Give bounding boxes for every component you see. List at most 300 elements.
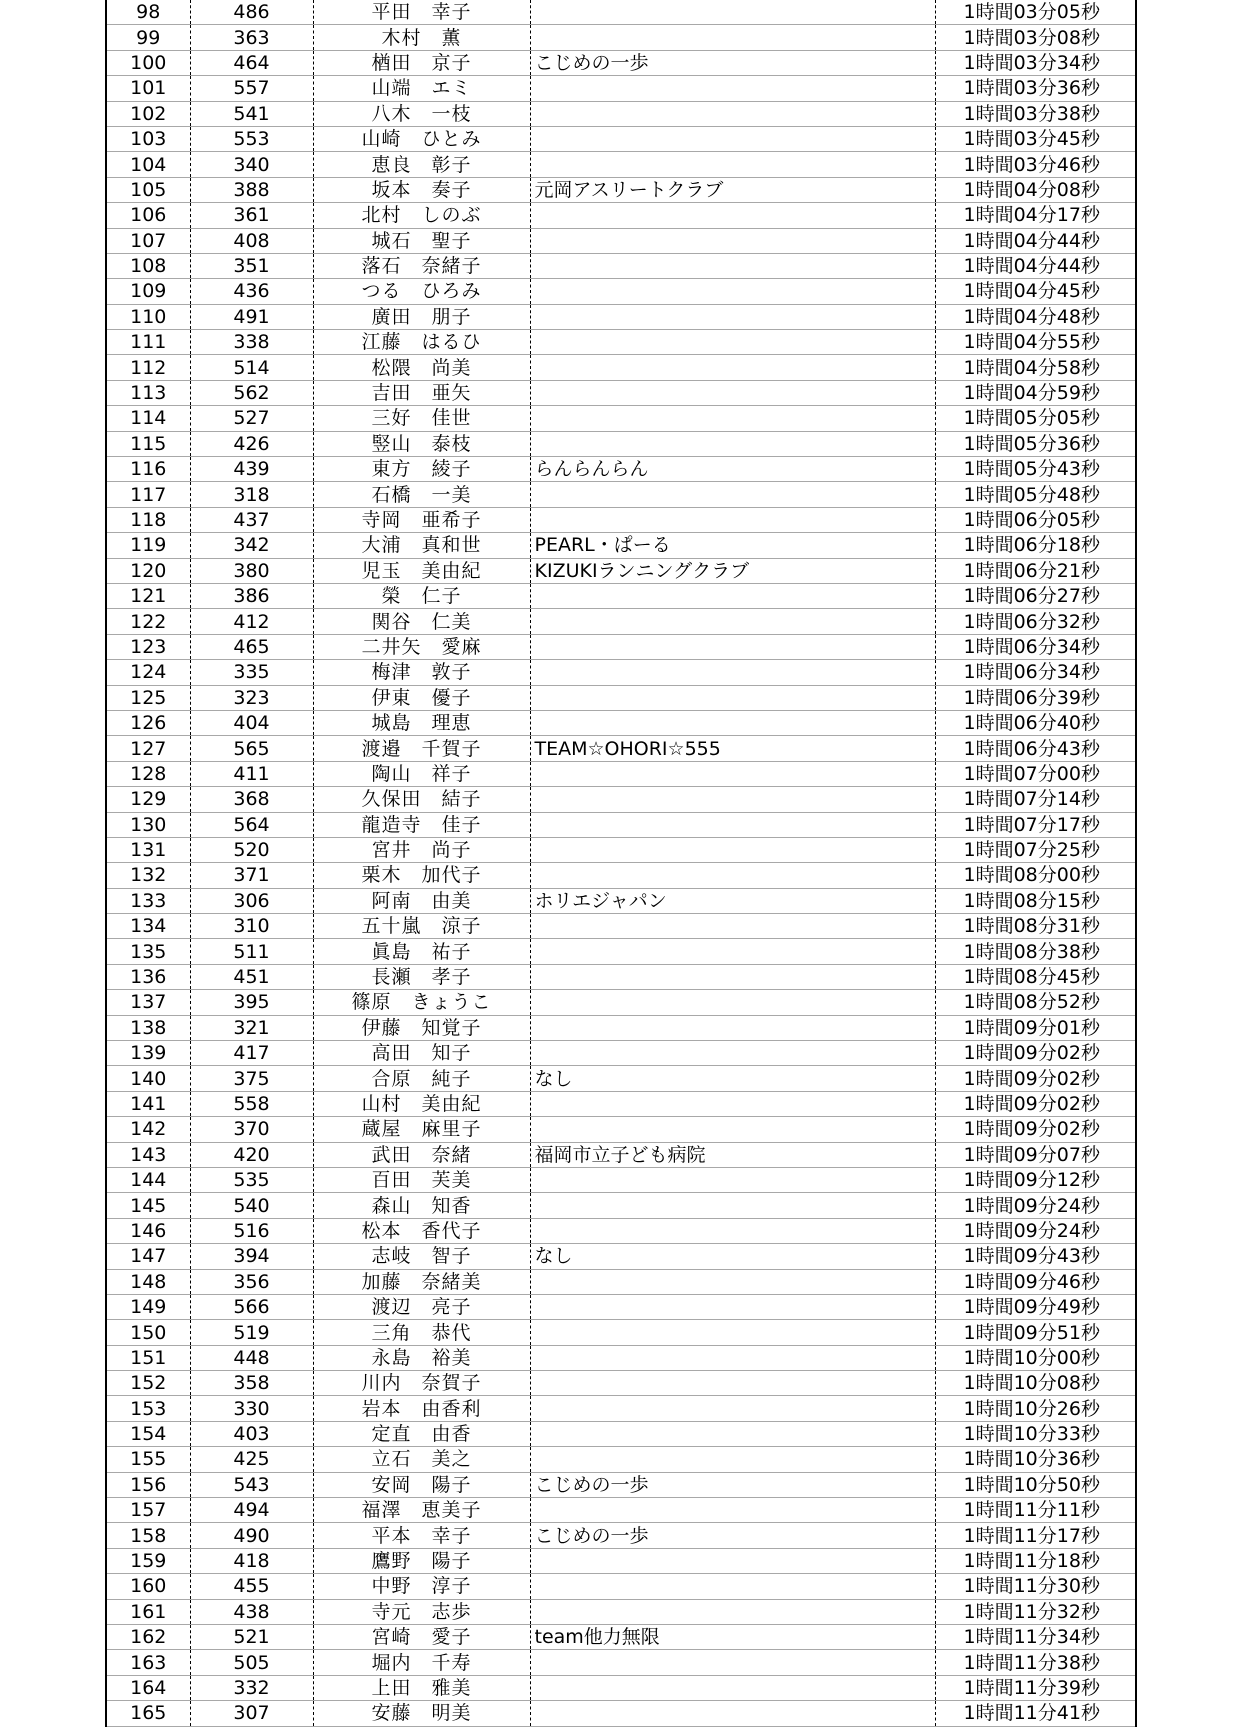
runner-name-cell: 榮 仁子	[313, 583, 530, 608]
finish-time-cell: 1時間09分51秒	[935, 1320, 1136, 1345]
rank-cell: 132	[106, 863, 190, 888]
table-row	[106, 1218, 1136, 1243]
finish-time-cell: 1時間05分05秒	[935, 406, 1136, 431]
rank-cell: 162	[106, 1625, 190, 1650]
bib-number-cell: 521	[190, 1625, 313, 1650]
team-name-cell	[530, 1320, 935, 1345]
results-table	[105, 0, 1137, 1727]
table-row	[106, 126, 1136, 151]
bib-number-cell: 465	[190, 634, 313, 659]
runner-name-cell: 立石 美之	[313, 1447, 530, 1472]
rank-cell: 127	[106, 736, 190, 761]
bib-number-cell: 540	[190, 1193, 313, 1218]
runner-name-cell: 寺岡 亜希子	[313, 507, 530, 532]
finish-time-cell: 1時間11分34秒	[935, 1625, 1136, 1650]
finish-time-cell: 1時間04分45秒	[935, 279, 1136, 304]
runner-name-cell: 木村 薫	[313, 25, 530, 50]
bib-number-cell: 340	[190, 152, 313, 177]
runner-name-cell: 鷹野 陽子	[313, 1548, 530, 1573]
rank-cell: 124	[106, 660, 190, 685]
team-name-cell	[530, 964, 935, 989]
table-row	[106, 457, 1136, 482]
finish-time-cell: 1時間11分32秒	[935, 1599, 1136, 1624]
team-name-cell	[530, 482, 935, 507]
table-row	[106, 939, 1136, 964]
bib-number-cell: 412	[190, 609, 313, 634]
table-row	[106, 863, 1136, 888]
table-row	[106, 203, 1136, 228]
finish-time-cell: 1時間08分31秒	[935, 914, 1136, 939]
team-name-cell: こじめの一歩	[530, 1472, 935, 1497]
bib-number-cell: 437	[190, 507, 313, 532]
finish-time-cell: 1時間08分52秒	[935, 990, 1136, 1015]
team-name-cell	[530, 1041, 935, 1066]
finish-time-cell: 1時間04分58秒	[935, 355, 1136, 380]
table-row	[106, 0, 1136, 25]
bib-number-cell: 371	[190, 863, 313, 888]
rank-cell: 100	[106, 50, 190, 75]
team-name-cell	[530, 660, 935, 685]
bib-number-cell: 438	[190, 1599, 313, 1624]
rank-cell: 133	[106, 888, 190, 913]
runner-name-cell: 定直 由香	[313, 1421, 530, 1446]
rank-cell: 101	[106, 76, 190, 101]
table-row	[106, 50, 1136, 75]
rank-cell: 128	[106, 761, 190, 786]
finish-time-cell: 1時間09分02秒	[935, 1041, 1136, 1066]
runner-name-cell: 山端 エミ	[313, 76, 530, 101]
bib-number-cell: 332	[190, 1675, 313, 1700]
team-name-cell: PEARL・ぱーる	[530, 533, 935, 558]
bib-number-cell: 380	[190, 558, 313, 583]
table-row	[106, 76, 1136, 101]
rank-cell: 123	[106, 634, 190, 659]
finish-time-cell: 1時間07分00秒	[935, 761, 1136, 786]
table-row	[106, 1041, 1136, 1066]
team-name-cell	[530, 990, 935, 1015]
table-row	[106, 406, 1136, 431]
rank-cell: 134	[106, 914, 190, 939]
table-row	[106, 177, 1136, 202]
finish-time-cell: 1時間11分30秒	[935, 1574, 1136, 1599]
table-row	[106, 304, 1136, 329]
runner-name-cell: 北村 しのぶ	[313, 203, 530, 228]
rank-cell: 149	[106, 1294, 190, 1319]
finish-time-cell: 1時間03分08秒	[935, 25, 1136, 50]
team-name-cell	[530, 76, 935, 101]
table-row	[106, 964, 1136, 989]
team-name-cell	[530, 1193, 935, 1218]
table-row	[106, 1701, 1136, 1726]
finish-time-cell: 1時間09分01秒	[935, 1015, 1136, 1040]
team-name-cell	[530, 1167, 935, 1192]
finish-time-cell: 1時間09分02秒	[935, 1091, 1136, 1116]
finish-time-cell: 1時間07分25秒	[935, 837, 1136, 862]
team-name-cell	[530, 1015, 935, 1040]
bib-number-cell: 351	[190, 253, 313, 278]
bib-number-cell: 543	[190, 1472, 313, 1497]
bib-number-cell: 527	[190, 406, 313, 431]
team-name-cell	[530, 152, 935, 177]
team-name-cell	[530, 1117, 935, 1142]
runner-name-cell: 堀内 千寿	[313, 1650, 530, 1675]
rank-cell: 160	[106, 1574, 190, 1599]
bib-number-cell: 439	[190, 457, 313, 482]
rank-cell: 137	[106, 990, 190, 1015]
rank-cell: 143	[106, 1142, 190, 1167]
bib-number-cell: 417	[190, 1041, 313, 1066]
rank-cell: 140	[106, 1066, 190, 1091]
team-name-cell: ホリエジャパン	[530, 888, 935, 913]
finish-time-cell: 1時間11分41秒	[935, 1701, 1136, 1726]
bib-number-cell: 426	[190, 431, 313, 456]
table-row	[106, 1066, 1136, 1091]
team-name-cell: team他力無限	[530, 1625, 935, 1650]
runner-name-cell: 中野 淳子	[313, 1574, 530, 1599]
runner-name-cell: 東方 綾子	[313, 457, 530, 482]
team-name-cell	[530, 787, 935, 812]
rank-cell: 106	[106, 203, 190, 228]
finish-time-cell: 1時間08分00秒	[935, 863, 1136, 888]
table-row	[106, 634, 1136, 659]
table-row	[106, 1091, 1136, 1116]
rank-cell: 107	[106, 228, 190, 253]
bib-number-cell: 505	[190, 1650, 313, 1675]
rank-cell: 164	[106, 1675, 190, 1700]
table-row	[106, 710, 1136, 735]
bib-number-cell: 306	[190, 888, 313, 913]
bib-number-cell: 516	[190, 1218, 313, 1243]
bib-number-cell: 494	[190, 1498, 313, 1523]
runner-name-cell: 江藤 はるひ	[313, 330, 530, 355]
team-name-cell	[530, 126, 935, 151]
rank-cell: 118	[106, 507, 190, 532]
runner-name-cell: 八木 一枝	[313, 101, 530, 126]
finish-time-cell: 1時間09分24秒	[935, 1193, 1136, 1218]
finish-time-cell: 1時間05分43秒	[935, 457, 1136, 482]
rank-cell: 116	[106, 457, 190, 482]
finish-time-cell: 1時間09分49秒	[935, 1294, 1136, 1319]
table-row	[106, 1447, 1136, 1472]
runner-name-cell: 二井矢 愛麻	[313, 634, 530, 659]
bib-number-cell: 403	[190, 1421, 313, 1446]
table-row	[106, 736, 1136, 761]
bib-number-cell: 375	[190, 1066, 313, 1091]
finish-time-cell: 1時間03分46秒	[935, 152, 1136, 177]
team-name-cell: らんらんらん	[530, 457, 935, 482]
runner-name-cell: 武田 奈緒	[313, 1142, 530, 1167]
runner-name-cell: 渡辺 亮子	[313, 1294, 530, 1319]
runner-name-cell: つる ひろみ	[313, 279, 530, 304]
team-name-cell	[530, 1447, 935, 1472]
runner-name-cell: 志岐 智子	[313, 1244, 530, 1269]
rank-cell: 110	[106, 304, 190, 329]
bib-number-cell: 557	[190, 76, 313, 101]
finish-time-cell: 1時間06分32秒	[935, 609, 1136, 634]
finish-time-cell: 1時間06分27秒	[935, 583, 1136, 608]
runner-name-cell: 久保田 結子	[313, 787, 530, 812]
runner-name-cell: 竪山 泰枝	[313, 431, 530, 456]
rank-cell: 115	[106, 431, 190, 456]
table-row	[106, 787, 1136, 812]
bib-number-cell: 541	[190, 101, 313, 126]
runner-name-cell: 篠原 きょうこ	[313, 990, 530, 1015]
rank-cell: 159	[106, 1548, 190, 1573]
rank-cell: 139	[106, 1041, 190, 1066]
table-row	[106, 279, 1136, 304]
table-row	[106, 837, 1136, 862]
runner-name-cell: 宮崎 愛子	[313, 1625, 530, 1650]
team-name-cell	[530, 939, 935, 964]
rank-cell: 152	[106, 1371, 190, 1396]
finish-time-cell: 1時間06分34秒	[935, 660, 1136, 685]
rank-cell: 151	[106, 1345, 190, 1370]
bib-number-cell: 535	[190, 1167, 313, 1192]
table-row	[106, 888, 1136, 913]
bib-number-cell: 448	[190, 1345, 313, 1370]
table-row	[106, 1371, 1136, 1396]
team-name-cell	[530, 406, 935, 431]
team-name-cell: なし	[530, 1244, 935, 1269]
table-row	[106, 914, 1136, 939]
runner-name-cell: 寺元 志歩	[313, 1599, 530, 1624]
rank-cell: 147	[106, 1244, 190, 1269]
rank-cell: 155	[106, 1447, 190, 1472]
runner-name-cell: 龍造寺 佳子	[313, 812, 530, 837]
runner-name-cell: 蔵屋 麻里子	[313, 1117, 530, 1142]
team-name-cell	[530, 253, 935, 278]
runner-name-cell: 恵良 彰子	[313, 152, 530, 177]
team-name-cell	[530, 1599, 935, 1624]
bib-number-cell: 358	[190, 1371, 313, 1396]
bib-number-cell: 558	[190, 1091, 313, 1116]
table-row	[106, 812, 1136, 837]
runner-name-cell: 永島 裕美	[313, 1345, 530, 1370]
rank-cell: 145	[106, 1193, 190, 1218]
finish-time-cell: 1時間07分14秒	[935, 787, 1136, 812]
table-row	[106, 1294, 1136, 1319]
bib-number-cell: 370	[190, 1117, 313, 1142]
team-name-cell: こじめの一歩	[530, 50, 935, 75]
rank-cell: 158	[106, 1523, 190, 1548]
finish-time-cell: 1時間06分39秒	[935, 685, 1136, 710]
table-row	[106, 1675, 1136, 1700]
team-name-cell	[530, 25, 935, 50]
finish-time-cell: 1時間09分43秒	[935, 1244, 1136, 1269]
runner-name-cell: 平本 幸子	[313, 1523, 530, 1548]
team-name-cell	[530, 1574, 935, 1599]
bib-number-cell: 338	[190, 330, 313, 355]
rank-cell: 125	[106, 685, 190, 710]
bib-number-cell: 356	[190, 1269, 313, 1294]
team-name-cell: KIZUKIランニングクラブ	[530, 558, 935, 583]
runner-name-cell: 安藤 明美	[313, 1701, 530, 1726]
table-row	[106, 380, 1136, 405]
table-row	[106, 1015, 1136, 1040]
team-name-cell	[530, 863, 935, 888]
finish-time-cell: 1時間04分48秒	[935, 304, 1136, 329]
bib-number-cell: 425	[190, 1447, 313, 1472]
table-row	[106, 1548, 1136, 1573]
team-name-cell	[530, 1650, 935, 1675]
bib-number-cell: 519	[190, 1320, 313, 1345]
rank-cell: 130	[106, 812, 190, 837]
team-name-cell	[530, 203, 935, 228]
runner-name-cell: 五十嵐 涼子	[313, 914, 530, 939]
table-row	[106, 609, 1136, 634]
rank-cell: 161	[106, 1599, 190, 1624]
table-row	[106, 558, 1136, 583]
finish-time-cell: 1時間11分39秒	[935, 1675, 1136, 1700]
team-name-cell	[530, 1421, 935, 1446]
rank-cell: 98	[106, 0, 190, 25]
team-name-cell: 福岡市立子ども病院	[530, 1142, 935, 1167]
runner-name-cell: 三角 恭代	[313, 1320, 530, 1345]
team-name-cell	[530, 279, 935, 304]
runner-name-cell: 眞島 祐子	[313, 939, 530, 964]
bib-number-cell: 404	[190, 710, 313, 735]
runner-name-cell: 大浦 真和世	[313, 533, 530, 558]
bib-number-cell: 486	[190, 0, 313, 25]
team-name-cell	[530, 1269, 935, 1294]
finish-time-cell: 1時間04分55秒	[935, 330, 1136, 355]
table-row	[106, 1650, 1136, 1675]
bib-number-cell: 565	[190, 736, 313, 761]
table-row	[106, 1244, 1136, 1269]
runner-name-cell: 楢田 京子	[313, 50, 530, 75]
rank-cell: 163	[106, 1650, 190, 1675]
team-name-cell	[530, 101, 935, 126]
team-name-cell	[530, 812, 935, 837]
rank-cell: 148	[106, 1269, 190, 1294]
rank-cell: 122	[106, 609, 190, 634]
team-name-cell	[530, 1675, 935, 1700]
table-row	[106, 533, 1136, 558]
runner-name-cell: 三好 佳世	[313, 406, 530, 431]
finish-time-cell: 1時間04分59秒	[935, 380, 1136, 405]
runner-name-cell: 安岡 陽子	[313, 1472, 530, 1497]
team-name-cell	[530, 1498, 935, 1523]
rank-cell: 117	[106, 482, 190, 507]
runner-name-cell: 吉田 亜矢	[313, 380, 530, 405]
runner-name-cell: 廣田 朋子	[313, 304, 530, 329]
table-row	[106, 660, 1136, 685]
team-name-cell	[530, 1701, 935, 1726]
table-row	[106, 152, 1136, 177]
finish-time-cell: 1時間08分45秒	[935, 964, 1136, 989]
bib-number-cell: 451	[190, 964, 313, 989]
team-name-cell	[530, 507, 935, 532]
finish-time-cell: 1時間03分38秒	[935, 101, 1136, 126]
results-body	[106, 0, 1136, 1726]
runner-name-cell: 川内 奈賀子	[313, 1371, 530, 1396]
team-name-cell: なし	[530, 1066, 935, 1091]
bib-number-cell: 564	[190, 812, 313, 837]
table-row	[106, 1117, 1136, 1142]
runner-name-cell: 松隈 尚美	[313, 355, 530, 380]
rank-cell: 138	[106, 1015, 190, 1040]
bib-number-cell: 307	[190, 1701, 313, 1726]
team-name-cell	[530, 330, 935, 355]
rank-cell: 112	[106, 355, 190, 380]
team-name-cell	[530, 0, 935, 25]
runner-name-cell: 長瀬 孝子	[313, 964, 530, 989]
bib-number-cell: 566	[190, 1294, 313, 1319]
runner-name-cell: 岩本 由香利	[313, 1396, 530, 1421]
table-row	[106, 1421, 1136, 1446]
table-row	[106, 482, 1136, 507]
finish-time-cell: 1時間11分17秒	[935, 1523, 1136, 1548]
rank-cell: 157	[106, 1498, 190, 1523]
table-row	[106, 685, 1136, 710]
rank-cell: 153	[106, 1396, 190, 1421]
bib-number-cell: 361	[190, 203, 313, 228]
rank-cell: 156	[106, 1472, 190, 1497]
table-row	[106, 583, 1136, 608]
finish-time-cell: 1時間10分00秒	[935, 1345, 1136, 1370]
finish-time-cell: 1時間11分38秒	[935, 1650, 1136, 1675]
table-row	[106, 990, 1136, 1015]
rank-cell: 109	[106, 279, 190, 304]
bib-number-cell: 330	[190, 1396, 313, 1421]
bib-number-cell: 562	[190, 380, 313, 405]
finish-time-cell: 1時間09分12秒	[935, 1167, 1136, 1192]
team-name-cell	[530, 583, 935, 608]
table-row	[106, 1599, 1136, 1624]
table-row	[106, 253, 1136, 278]
table-row	[106, 1269, 1136, 1294]
table-row	[106, 1625, 1136, 1650]
team-name-cell	[530, 355, 935, 380]
runner-name-cell: 阿南 由美	[313, 888, 530, 913]
rank-cell: 111	[106, 330, 190, 355]
rank-cell: 99	[106, 25, 190, 50]
bib-number-cell: 394	[190, 1244, 313, 1269]
runner-name-cell: 福澤 恵美子	[313, 1498, 530, 1523]
bib-number-cell: 395	[190, 990, 313, 1015]
rank-cell: 144	[106, 1167, 190, 1192]
rank-cell: 150	[106, 1320, 190, 1345]
finish-time-cell: 1時間04分44秒	[935, 228, 1136, 253]
bib-number-cell: 318	[190, 482, 313, 507]
rank-cell: 104	[106, 152, 190, 177]
bib-number-cell: 310	[190, 914, 313, 939]
rank-cell: 136	[106, 964, 190, 989]
table-row	[106, 1523, 1136, 1548]
table-row	[106, 101, 1136, 126]
runner-name-cell: 栗木 加代子	[313, 863, 530, 888]
bib-number-cell: 514	[190, 355, 313, 380]
runner-name-cell: 城島 理恵	[313, 710, 530, 735]
team-name-cell	[530, 1345, 935, 1370]
team-name-cell	[530, 431, 935, 456]
finish-time-cell: 1時間06分40秒	[935, 710, 1136, 735]
team-name-cell	[530, 1371, 935, 1396]
runner-name-cell: 石橋 一美	[313, 482, 530, 507]
table-row	[106, 1167, 1136, 1192]
finish-time-cell: 1時間09分07秒	[935, 1142, 1136, 1167]
runner-name-cell: 上田 雅美	[313, 1675, 530, 1700]
table-row	[106, 1193, 1136, 1218]
finish-time-cell: 1時間10分08秒	[935, 1371, 1136, 1396]
finish-time-cell: 1時間05分36秒	[935, 431, 1136, 456]
table-row	[106, 330, 1136, 355]
team-name-cell	[530, 761, 935, 786]
bib-number-cell: 490	[190, 1523, 313, 1548]
team-name-cell	[530, 380, 935, 405]
runner-name-cell: 山崎 ひとみ	[313, 126, 530, 151]
runner-name-cell: 山村 美由紀	[313, 1091, 530, 1116]
